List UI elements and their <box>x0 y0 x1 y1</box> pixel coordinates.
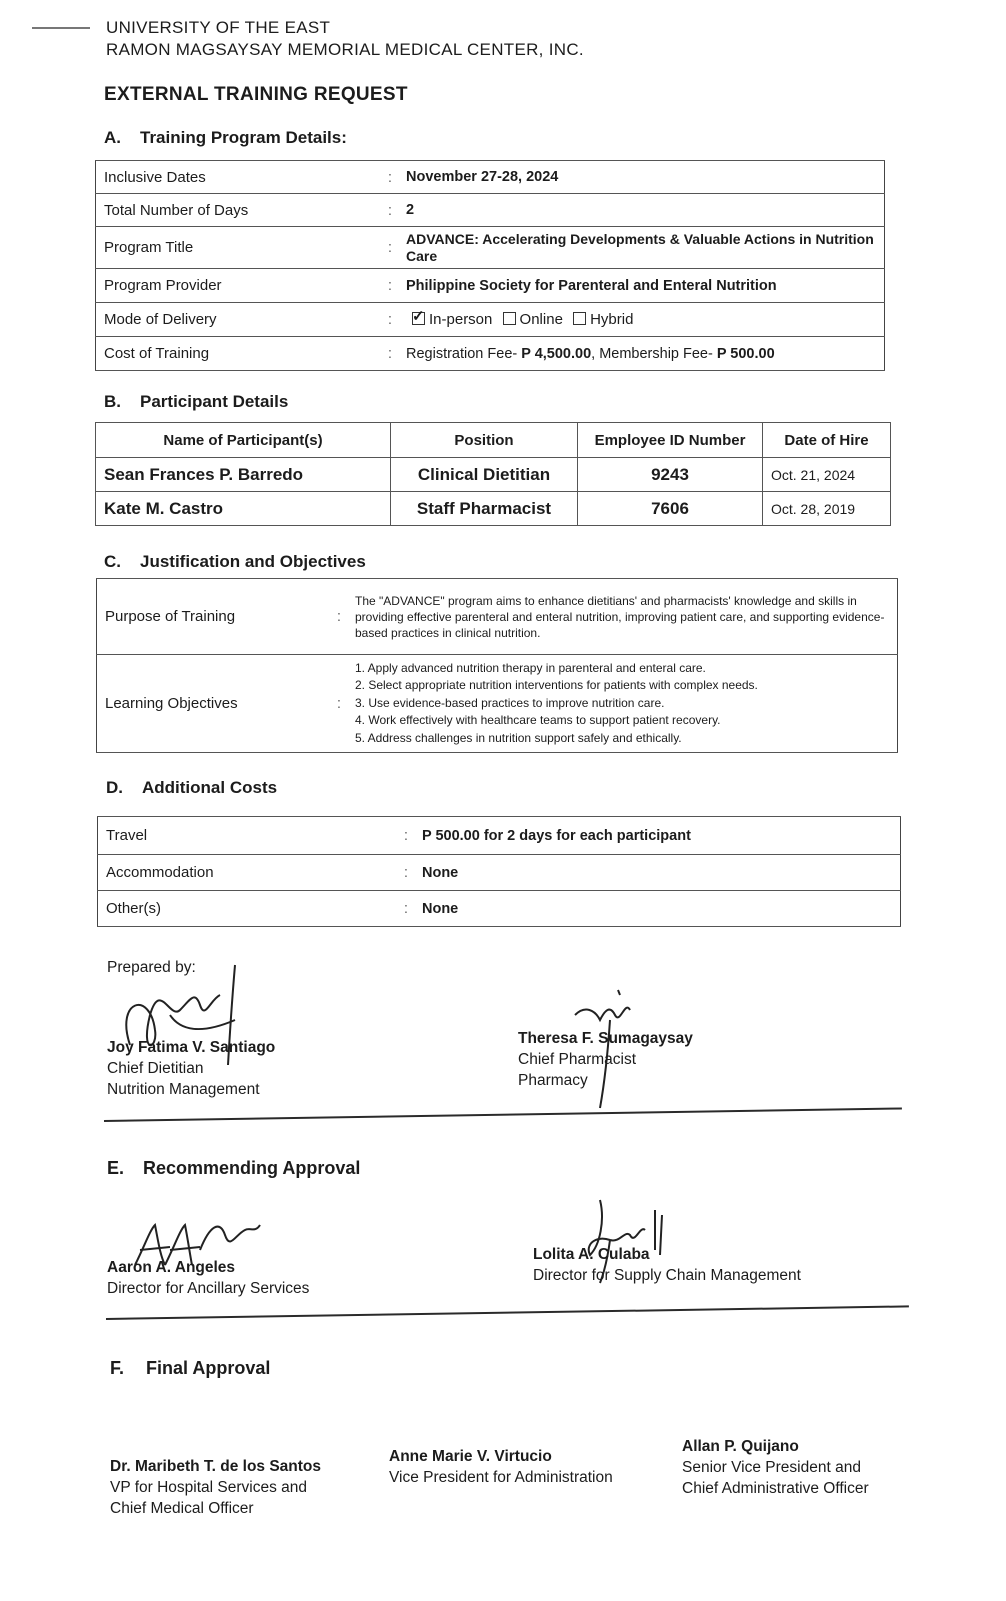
recommender-right-block <box>533 1244 801 1286</box>
row-travel <box>98 817 901 855</box>
table-row <box>96 492 891 526</box>
column-header: Position <box>391 423 578 458</box>
row-inclusive-dates <box>96 161 885 194</box>
signatory-name: Anne Marie V. Virtucio <box>389 1448 552 1465</box>
checkbox-hybrid[interactable] <box>573 312 586 325</box>
program-details-table <box>95 160 885 371</box>
colon: : <box>382 269 398 303</box>
field-value: Philippine Society for Parenteral and Enteral Nutrition <box>398 269 885 303</box>
section-title: Training Program Details: <box>140 128 347 147</box>
cost-reg-label: Registration Fee- <box>406 345 518 362</box>
final-approver-c-block <box>682 1436 869 1499</box>
section-d-heading <box>106 778 277 798</box>
participant-position: Clinical Dietitian <box>391 458 578 492</box>
field-label: Program Title <box>96 227 383 269</box>
section-letter: F. <box>110 1358 125 1378</box>
checkbox-in-person[interactable] <box>412 312 425 325</box>
objectives-list <box>347 655 898 753</box>
participant-hire-date: Oct. 28, 2019 <box>763 492 891 526</box>
section-title: Participant Details <box>140 392 289 411</box>
section-b-heading <box>104 392 288 412</box>
row-others <box>98 891 901 927</box>
signatory-title: Chief Pharmacist <box>518 1051 637 1068</box>
signatory-name: Lolita A. Culaba <box>533 1246 650 1263</box>
field-label: Total Number of Days <box>96 194 383 227</box>
signatory-title: Chief Medical Officer <box>110 1500 254 1517</box>
colon: : <box>331 655 347 753</box>
field-value: November 27-28, 2024 <box>398 161 885 194</box>
section-title: Justification and Objectives <box>140 552 366 571</box>
cost-mem-label: Membership Fee- <box>599 345 713 362</box>
objective-item: 4. Work effectively with healthcare teams to support patient recovery. <box>355 713 721 728</box>
cost-reg-value: P 4,500.00 <box>521 345 592 362</box>
participant-id: 9243 <box>578 458 763 492</box>
preparer-left-block <box>107 1037 275 1100</box>
signatory-title: Director for Ancillary Services <box>107 1280 310 1297</box>
section-title: Recommending Approval <box>143 1158 361 1178</box>
signatory-title: Vice President for Administration <box>389 1469 613 1486</box>
colon: : <box>382 161 398 194</box>
signatory-title: Senior Vice President and <box>682 1459 861 1476</box>
row-total-days <box>96 194 885 227</box>
objective-item: 5. Address challenges in nutrition support safely and ethically. <box>355 730 682 745</box>
section-f-heading <box>110 1358 270 1379</box>
field-label: Learning Objectives <box>97 655 332 753</box>
field-value: None <box>414 891 901 927</box>
prepared-by-label: Prepared by: <box>107 959 196 976</box>
participant-position: Staff Pharmacist <box>391 492 578 526</box>
divider-line <box>106 1305 909 1320</box>
table-row <box>96 458 891 492</box>
column-header: Name of Participant(s) <box>96 423 391 458</box>
cost-mem-value: P 500.00 <box>716 345 775 362</box>
field-label: Accommodation <box>98 855 399 891</box>
colon: : <box>382 194 398 227</box>
signatory-name: Aaron A. Angeles <box>107 1259 236 1276</box>
option-label: Online <box>519 311 563 328</box>
signatory-name: Dr. Maribeth T. de los Santos <box>110 1458 322 1475</box>
signatory-name: Joy Fatima V. Santiago <box>107 1039 276 1056</box>
section-letter: B. <box>104 392 121 411</box>
scan-mark <box>32 27 90 29</box>
signatory-dept: Pharmacy <box>518 1072 588 1089</box>
field-label: Program Provider <box>96 269 383 303</box>
field-label: Mode of Delivery <box>96 303 383 337</box>
purpose-text: The "ADVANCE" program aims to enhance dietitians' and pharmacists' knowledge and skills in providing effective parenteral and enteral nutrition, improving patient care, and supporting evidence-based practices in clinical nutrition. <box>347 579 898 655</box>
row-accommodation <box>98 855 901 891</box>
column-header: Date of Hire <box>763 423 891 458</box>
university-name: UNIVERSITY OF THE EAST <box>106 18 331 37</box>
section-c-heading <box>104 552 366 572</box>
final-approver-a-block <box>110 1456 321 1519</box>
participants-header-row <box>96 423 891 458</box>
field-label: Purpose of Training <box>97 579 332 655</box>
colon: : <box>398 855 414 891</box>
objective-item: 1. Apply advanced nutrition therapy in parenteral and enteral care. <box>355 660 706 675</box>
signatory-title: Chief Administrative Officer <box>682 1480 869 1497</box>
section-letter: D. <box>106 778 123 797</box>
signatory-name: Allan P. Quijano <box>682 1438 799 1455</box>
column-header: Employee ID Number <box>578 423 763 458</box>
colon: : <box>331 579 347 655</box>
field-value: P 500.00 for 2 days for each participant <box>414 817 901 855</box>
objective-item: 3. Use evidence-based practices to improve nutrition care. <box>355 695 665 710</box>
row-mode-of-delivery <box>96 303 885 337</box>
form-title: EXTERNAL TRAINING REQUEST <box>104 84 408 105</box>
row-program-title <box>96 227 885 269</box>
participants-table <box>95 422 891 526</box>
section-title: Additional Costs <box>142 778 278 797</box>
preparer-right-block <box>518 1028 693 1091</box>
colon: : <box>398 817 414 855</box>
option-label: In-person <box>429 311 493 328</box>
signatory-title: Chief Dietitian <box>107 1060 204 1077</box>
participant-name: Sean Frances P. Barredo <box>96 458 391 492</box>
colon: : <box>382 337 398 371</box>
field-value <box>398 337 885 371</box>
field-value: 2 <box>398 194 885 227</box>
section-letter: A. <box>104 128 121 147</box>
section-title: Final Approval <box>146 1358 271 1378</box>
participant-name: Kate M. Castro <box>96 492 391 526</box>
participant-id: 7606 <box>578 492 763 526</box>
signatory-title: VP for Hospital Services and <box>110 1479 308 1496</box>
additional-costs-table <box>97 816 901 927</box>
final-approver-b-block <box>389 1446 613 1488</box>
signatory-title: Director for Supply Chain Management <box>533 1267 801 1284</box>
row-program-provider <box>96 269 885 303</box>
signatory-dept: Nutrition Management <box>107 1081 260 1098</box>
cost-separator: , <box>591 345 596 362</box>
row-objectives <box>97 655 898 753</box>
field-label: Inclusive Dates <box>96 161 383 194</box>
option-label: Hybrid <box>590 311 634 328</box>
colon: : <box>398 891 414 927</box>
colon: : <box>382 227 398 269</box>
section-a-heading <box>104 128 347 148</box>
medical-center-name: RAMON MAGSAYSAY MEMORIAL MEDICAL CENTER, INC. <box>106 40 584 59</box>
section-letter: E. <box>107 1158 125 1178</box>
row-cost-of-training <box>96 337 885 371</box>
field-label: Cost of Training <box>96 337 383 371</box>
justification-table <box>96 578 898 753</box>
field-value: None <box>414 855 901 891</box>
mode-options <box>398 303 885 337</box>
colon: : <box>382 303 398 337</box>
field-value: ADVANCE: Accelerating Developments & Valuable Actions in Nutrition Care <box>398 227 885 269</box>
section-e-heading <box>107 1158 360 1179</box>
field-label: Other(s) <box>98 891 399 927</box>
divider-line <box>104 1107 902 1122</box>
field-label: Travel <box>98 817 399 855</box>
row-purpose <box>97 579 898 655</box>
checkbox-online[interactable] <box>503 312 516 325</box>
section-letter: C. <box>104 552 121 571</box>
recommender-left-block <box>107 1257 309 1299</box>
objective-item: 2. Select appropriate nutrition interventions for patients with complex needs. <box>355 678 758 693</box>
signatory-name: Theresa F. Sumagaysay <box>518 1030 693 1047</box>
participant-hire-date: Oct. 21, 2024 <box>763 458 891 492</box>
